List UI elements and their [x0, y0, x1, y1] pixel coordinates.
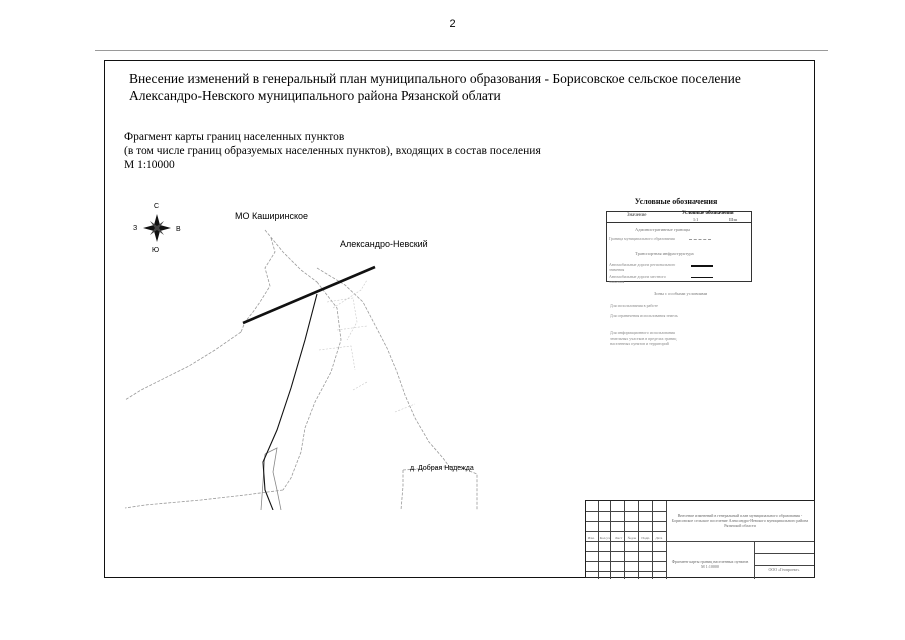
legend-section-zones: Зоны с особыми условиями — [654, 291, 708, 296]
map-scale: М 1:10000 — [124, 159, 175, 171]
label-dobraya-nadezhda: д. Добрая Надежда — [410, 465, 474, 472]
legend-table — [606, 211, 752, 282]
compass-north: С — [154, 203, 160, 210]
map-subtitle — [124, 130, 684, 172]
title-line-2: Александро-Невского муниципального района Рязанской облати — [129, 88, 501, 103]
legend-col-symbol: Условные обозначения — [682, 211, 734, 216]
legend-symbol-boundary — [689, 239, 711, 240]
legend-item-local-road: Автомобильные дороги местного значения — [609, 274, 666, 284]
legend-note-1: Для использования в работе — [610, 303, 658, 308]
stamp-company: ООО «Геопроект» — [768, 567, 800, 572]
legend-section-transport: Транспортная инфраструктура — [635, 251, 694, 256]
legend-section-admin: Административные границы — [635, 227, 691, 232]
legend-item-mo-boundary: Граница муниципального образования — [609, 236, 675, 241]
legend-note-3: Для информационного использования земельных участков в пределах границ населенных пунктов и территорий — [610, 330, 677, 346]
compass-south: Ю — [152, 247, 160, 254]
legend-header — [607, 212, 751, 223]
title-line-1: Внесение изменений в генеральный план муниципального образования - Борисовское сельское поселение — [129, 71, 741, 86]
local-road-line — [263, 294, 317, 510]
compass-rose-icon — [143, 214, 171, 242]
legend-title: Условные обозначения — [634, 197, 718, 206]
label-aleksandro-nevsky: Александро-Невский — [340, 239, 428, 249]
subtitle-line-1: Фрагмент карты границ населенных пунктов — [124, 131, 345, 143]
municipal-boundary-line — [125, 230, 453, 508]
settlement-boundary-map — [105, 190, 505, 510]
inner-parcel-lines — [319, 280, 415, 412]
legend-col-name: Значение — [627, 213, 647, 218]
legend-col-sub-a: 1:1 — [693, 217, 699, 222]
compass-east: В — [176, 226, 181, 233]
map-legend — [598, 196, 754, 386]
legend-item-regional-road: Автомобильные дороги регионального значения — [609, 262, 676, 272]
label-mo-kashirinskoe: МО Каширинское — [235, 211, 309, 221]
stamp-organization: Внесение изменений в генеральный план муниципального образования - Борисовское сельское поселение Александро-Невского муниципального района Рязанской области — [671, 513, 809, 528]
title-block-stamp — [585, 500, 815, 578]
village-boundary-dobraya-nadezhda — [401, 466, 477, 510]
stamp-document-name: Фрагмент карты границ населенных пунктов М 1:10000 — [671, 559, 749, 569]
document-title — [129, 70, 809, 104]
legend-symbol-local-road — [691, 277, 713, 278]
legend-note-2: Для ограничения использования земель — [610, 313, 678, 318]
subtitle-line-2: (в том числе границ образуемых населенных пунктов), входящих в состав поселения — [124, 145, 541, 157]
compass-west: З — [133, 225, 138, 232]
legend-col-sub-b: Ш:ш — [729, 217, 738, 222]
legend-symbol-regional-road — [691, 265, 713, 267]
page-number: 2 — [449, 18, 456, 30]
header-rule — [95, 50, 828, 51]
stamp-col-headers: Изм. Кол.уч Лист №док Подп. Дата — [587, 536, 663, 540]
